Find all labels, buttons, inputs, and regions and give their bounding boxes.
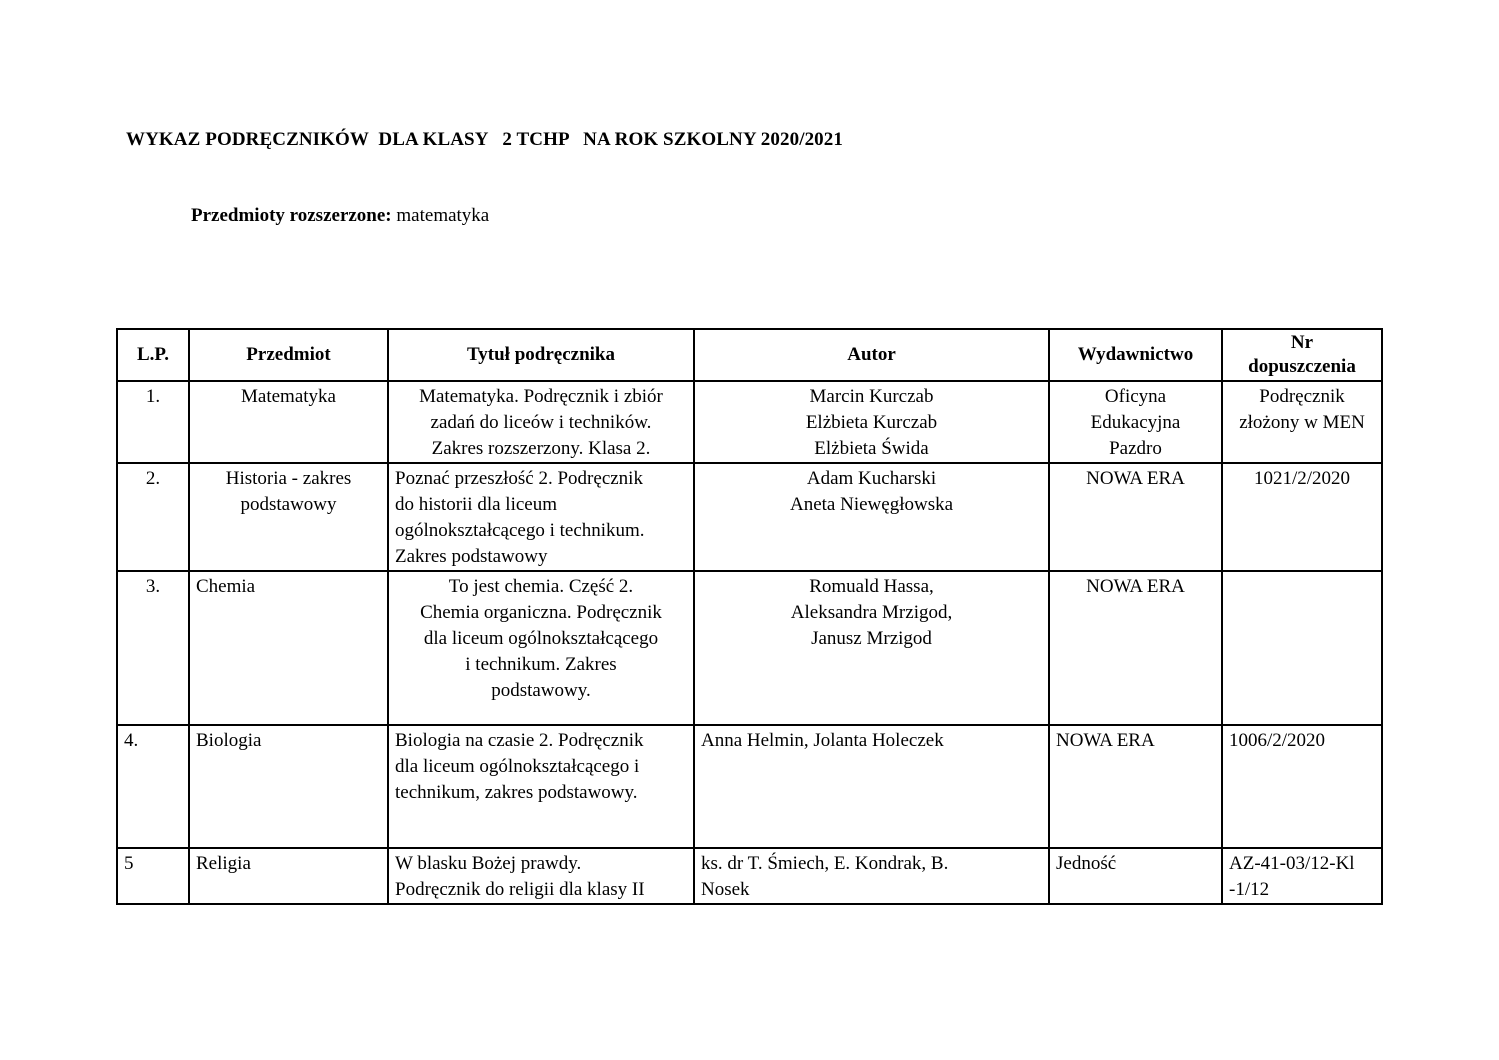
cell-line: zadań do liceów i techników. <box>430 412 652 433</box>
cell-lp: 5 <box>117 848 189 904</box>
cell-line: Elżbieta Kurczab <box>805 412 938 433</box>
cell-title <box>388 571 694 725</box>
cell-line: NOWA ERA <box>1056 730 1155 751</box>
cell-line: ks. dr T. Śmiech, E. Kondrak, B. <box>701 853 949 874</box>
cell-line: Anna Helmin, Jolanta Holeczek <box>701 730 944 751</box>
cell-line: Nosek <box>701 879 750 900</box>
cell-title <box>388 725 694 848</box>
cell-line: ogólnokształcącego i technikum. <box>395 520 645 541</box>
cell-publisher <box>1049 848 1222 904</box>
cell-author <box>694 725 1049 848</box>
cell-line: Aneta Niewęgłowska <box>789 494 954 515</box>
cell-line: Zakres podstawowy <box>395 546 548 567</box>
cell-line: Elżbieta Świda <box>814 438 929 459</box>
cell-line: To jest chemia. Część 2. <box>448 576 634 597</box>
table-row <box>117 381 1382 463</box>
cell-line: W blasku Bożej prawdy. <box>395 853 582 874</box>
cell-author <box>694 381 1049 463</box>
header-author: Autor <box>694 329 1049 381</box>
header-subject: Przedmiot <box>189 329 388 381</box>
header-approval <box>1222 329 1382 381</box>
extended-subjects-label: Przedmioty rozszerzone: <box>191 205 392 226</box>
cell-line: złożony w MEN <box>1239 412 1365 433</box>
cell-approval <box>1222 381 1382 463</box>
cell-line: technikum, zakres podstawowy. <box>395 782 638 803</box>
cell-lp: 1. <box>117 381 189 463</box>
cell-approval <box>1222 725 1382 848</box>
cell-publisher <box>1049 381 1222 463</box>
cell-line: Chemia organiczna. Podręcznik <box>420 602 662 623</box>
cell-approval <box>1222 463 1382 571</box>
cell-subject <box>189 463 388 571</box>
cell-line: i technikum. Zakres <box>465 654 617 675</box>
cell-subject <box>189 848 388 904</box>
extended-subjects-line <box>191 205 489 227</box>
cell-line: Oficyna <box>1104 386 1167 407</box>
cell-publisher <box>1049 571 1222 725</box>
textbook-table <box>116 328 1383 905</box>
cell-line: Adam Kucharski <box>806 468 937 489</box>
cell-line: podstawowy. <box>491 680 591 701</box>
table-row <box>117 848 1382 904</box>
header-approval-line2: dopuszczenia <box>1248 356 1356 377</box>
cell-author <box>694 571 1049 725</box>
cell-line: NOWA ERA <box>1086 576 1185 597</box>
cell-line: NOWA ERA <box>1086 468 1185 489</box>
cell-line: Chemia <box>196 576 256 597</box>
cell-title <box>388 381 694 463</box>
cell-title <box>388 848 694 904</box>
cell-title <box>388 463 694 571</box>
table-header-row <box>117 329 1382 381</box>
header-title: Tytuł podręcznika <box>388 329 694 381</box>
cell-line: Jedność <box>1056 853 1117 874</box>
cell-line: podstawowy <box>240 494 337 515</box>
cell-line: Matematyka. Podręcznik i zbiór <box>419 386 663 407</box>
cell-line: Aleksandra Mrzigod, <box>790 602 953 623</box>
cell-line: AZ-41-03/12-Kl <box>1229 853 1355 874</box>
cell-line: Poznać przeszłość 2. Podręcznik <box>395 468 643 489</box>
cell-subject <box>189 381 388 463</box>
cell-subject <box>189 571 388 725</box>
cell-line: Marcin Kurczab <box>809 386 934 407</box>
cell-line: Janusz Mrzigod <box>811 628 932 649</box>
cell-line: Biologia na czasie 2. Podręcznik <box>395 730 644 751</box>
cell-line: -1/12 <box>1229 879 1270 900</box>
cell-line: 1006/2/2020 <box>1229 730 1326 751</box>
cell-subject <box>189 725 388 848</box>
cell-lp: 2. <box>117 463 189 571</box>
cell-line: do historii dla liceum <box>395 494 558 515</box>
cell-approval <box>1222 571 1382 725</box>
cell-lp: 3. <box>117 571 189 725</box>
cell-line: Matematyka <box>241 386 336 407</box>
table-row <box>117 463 1382 571</box>
cell-publisher <box>1049 463 1222 571</box>
header-lp: L.P. <box>117 329 189 381</box>
header-publisher: Wydawnictwo <box>1049 329 1222 381</box>
cell-line: Edukacyjna <box>1090 412 1181 433</box>
table-row <box>117 725 1382 848</box>
cell-author <box>694 848 1049 904</box>
cell-publisher <box>1049 725 1222 848</box>
cell-line: 1021/2/2020 <box>1253 468 1351 489</box>
cell-line: Biologia <box>196 730 262 751</box>
cell-line: Podręcznik <box>1259 386 1345 407</box>
cell-line: Zakres rozszerzony. Klasa 2. <box>431 438 651 459</box>
document-title: WYKAZ PODRĘCZNIKÓW DLA KLASY 2 TCHP NA ROK SZKOLNY 2020/2021 <box>126 129 843 150</box>
cell-line: Pazdro <box>1109 438 1162 459</box>
cell-approval <box>1222 848 1382 904</box>
cell-line: dla liceum ogólnokształcącego <box>423 628 659 649</box>
cell-line: Podręcznik do religii dla klasy II <box>395 879 645 900</box>
cell-line: Historia - zakres <box>225 468 352 489</box>
cell-line: dla liceum ogólnokształcącego i <box>395 756 640 777</box>
cell-author <box>694 463 1049 571</box>
header-approval-line1: Nr <box>1290 332 1314 353</box>
table-row <box>117 571 1382 725</box>
cell-lp: 4. <box>117 725 189 848</box>
cell-line: Romuald Hassa, <box>809 576 934 597</box>
extended-subjects-value: matematyka <box>391 205 490 226</box>
cell-line: Religia <box>196 853 251 874</box>
